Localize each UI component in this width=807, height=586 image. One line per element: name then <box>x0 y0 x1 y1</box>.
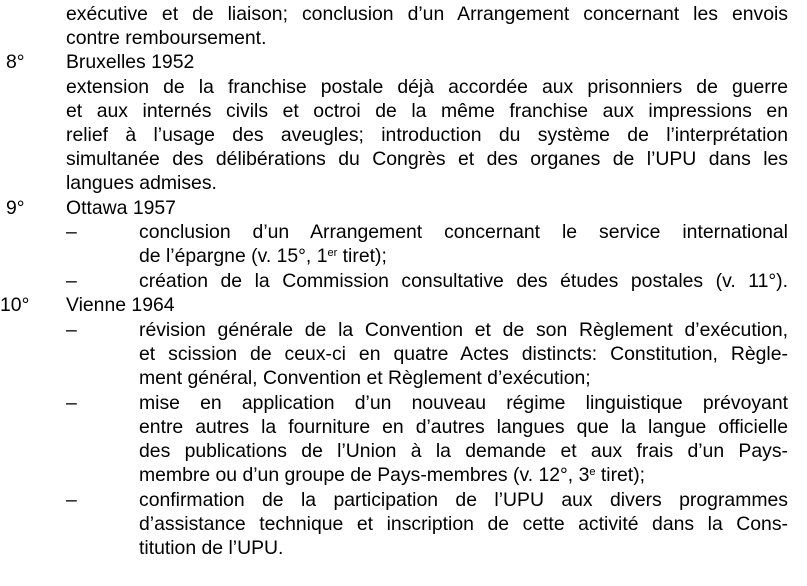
list-item-line: titution de l’UPU. <box>139 537 284 559</box>
list-item-line: entre autres la fourniture en d’autres langues que la langue officielle <box>139 416 788 438</box>
list-item-line: mise en application d’un nouveau régime linguistique prévoyant <box>139 392 788 414</box>
section-number-8: 8° <box>6 51 25 73</box>
paragraph-line: simultanée des délibérations du Congrès et des organes de l’UPU dans les <box>66 148 788 170</box>
list-dash: – <box>66 221 77 243</box>
paragraph-line: langues admises. <box>66 172 217 194</box>
list-item-line: d’assistance technique et inscription de cette activité dans la Cons- <box>139 513 788 535</box>
list-item-line: conclusion d’un Arrangement concernant le service international <box>139 221 788 243</box>
list-dash: – <box>66 319 77 341</box>
list-item-line: révision générale de la Convention et de son Règlement d’exécution, <box>139 319 788 341</box>
list-dash: – <box>66 270 77 292</box>
list-item-line: et scission de ceux-ci en quatre Actes distincts: Constitution, Règle- <box>139 343 788 365</box>
list-dash: – <box>66 392 77 414</box>
paragraph-line: relief à l’usage des aveugles; introduction du système de l’interprétation <box>66 124 788 146</box>
section-number-10: 10° <box>0 294 30 316</box>
list-item-line: de l’épargne (v. 15°, 1er tiret); <box>139 245 387 267</box>
intro-line-1: exécutive et de liaison; conclusion d’un Arrangement concernant les envois <box>66 3 788 25</box>
section-number-9: 9° <box>6 197 25 219</box>
list-item-line: création de la Commission consultative des études postales (v. 11°). <box>139 270 788 292</box>
paragraph-line: et aux internés civils et octroi de la même franchise aux impressions en <box>66 100 788 122</box>
list-item-line: des publications de l’Union à la demande et aux frais d’un Pays- <box>139 440 788 462</box>
paragraph-line: extension de la franchise postale déjà accordée aux prisonniers de guerre <box>66 76 788 98</box>
list-dash: – <box>66 489 77 511</box>
list-item-line: confirmation de la participation de l’UPU aux divers programmes <box>139 489 788 511</box>
section-title-vienne: Vienne 1964 <box>66 294 175 316</box>
section-title-ottawa: Ottawa 1957 <box>66 197 176 219</box>
list-item-line: membre ou d’un groupe de Pays-membres (v. 12°, 3e tiret); <box>139 464 646 486</box>
intro-line-2: contre remboursement. <box>66 27 267 49</box>
list-item-line: ment général, Convention et Règlement d’exécution; <box>139 367 591 389</box>
section-title-bruxelles: Bruxelles 1952 <box>66 51 195 73</box>
